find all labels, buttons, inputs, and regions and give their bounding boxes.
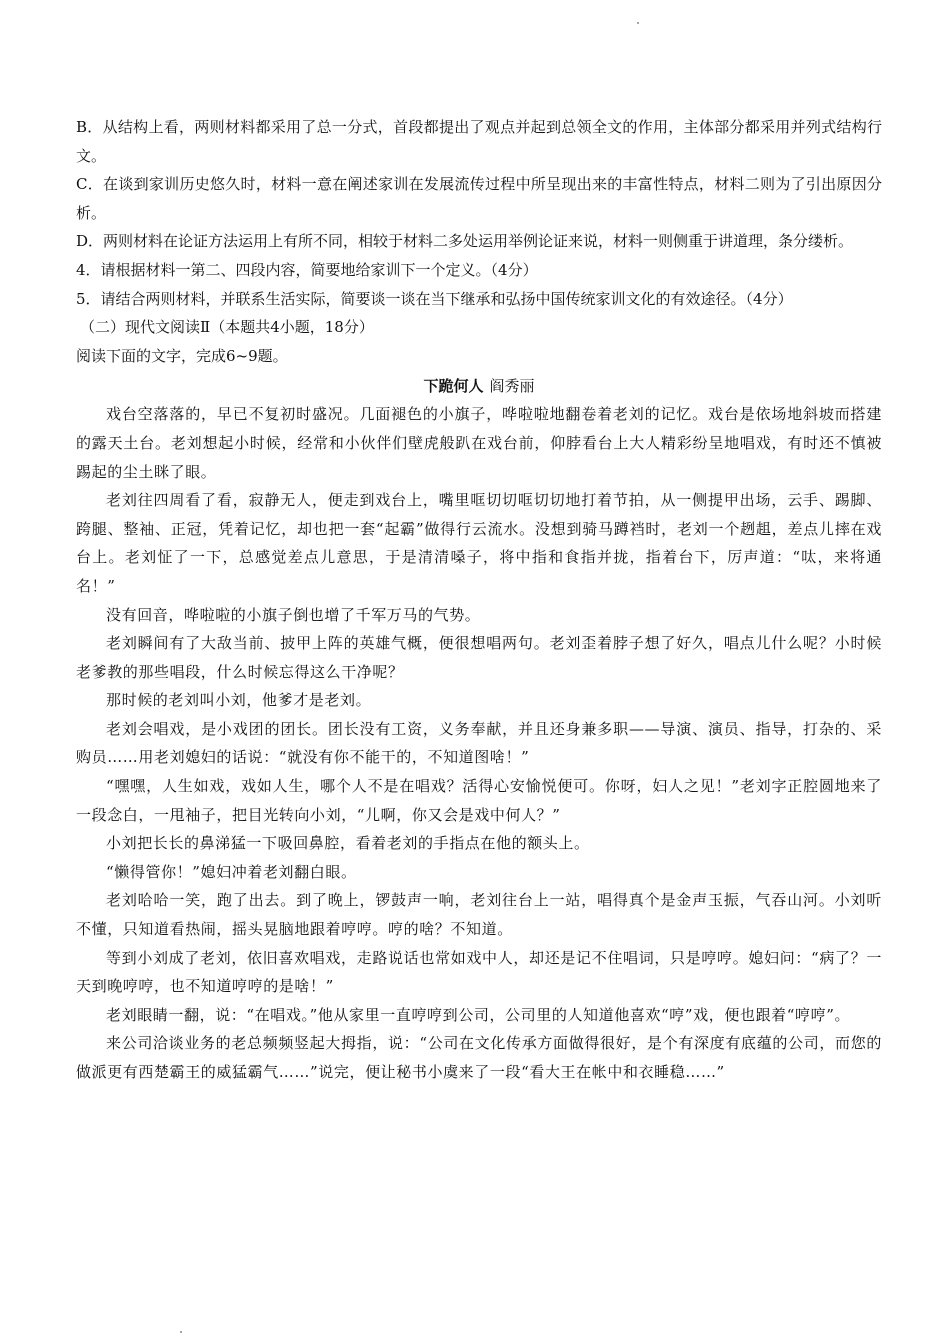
story-title: 下跪何人 [423, 377, 484, 396]
story-paragraph: 老刘会唱戏，是小戏团的团长。团长没有工资，义务奉献，并且还身兼多职——导演、演员、指导，打杂的、采购员……用老刘媳妇的话说：“就没有你不能干的，不知道图啥！” [76, 719, 882, 767]
story-paragraph: 老刘哈哈一笑，跑了出去。到了晚上，锣鼓声一响，老刘往台上一站，唱得真个是金声玉振，气吞山河。小刘听不懂，只知道看热闹，摇头晃脑地跟着哼哼。哼的啥？不知道。 [76, 891, 882, 939]
option-c [76, 170, 882, 227]
page-mark-dot-bottom [180, 1331, 182, 1333]
option-b-letter: B． [76, 118, 103, 136]
option-c-text: 在谈到家训历史悠久时，材料一意在阐述家训在发展流传过程中所呈现出来的丰富性特点，材料二则为了引出原因分析。 [76, 175, 882, 222]
story-paragraph: 老刘眼睛一翻，说：“在唱戏。”他从家里一直哼哼到公司，公司里的人知道他喜欢“哼”戏，便也跟着“哼哼”。 [106, 1005, 851, 1024]
question-5-text: 请结合两则材料，并联系生活实际，简要谈一谈在当下继承和弘扬中国传统家训文化的有效途径。（4分） [100, 289, 793, 308]
section-instruction: 阅读下面的文字，完成6~9题。 [76, 346, 288, 365]
question-4-number: 4． [76, 260, 101, 279]
section-heading: （二）现代文阅读Ⅱ（本题共4小题，18分） [80, 318, 374, 337]
option-c-letter: C． [76, 175, 104, 194]
page-mark-dot-top [637, 22, 639, 24]
option-b [76, 113, 882, 170]
option-b-text: 从结构上看，两则材料都采用了总一分式，首段都提出了观点并起到总领全文的作用，主体部分都采用并列式结构行文。 [76, 118, 882, 165]
question-4 [76, 256, 882, 285]
question-5-number: 5． [76, 289, 101, 308]
story-paragraph: 小刘把长长的鼻涕猛一下吸回鼻腔，看着老刘的手指点在他的额头上。 [106, 834, 590, 853]
story-author: 阎秀丽 [489, 377, 535, 396]
story-paragraph: “懒得管你！”媳妇冲着老刘翻白眼。 [106, 862, 357, 881]
story-paragraph: 老刘瞬间有了大敌当前、披甲上阵的英雄气概，便很想唱两句。老刘歪着脖子想了好久，唱点儿什么呢？小时候老爹教的那些唱段，什么时候忘得这么干净呢？ [76, 634, 882, 681]
question-5 [76, 285, 882, 314]
story-paragraph: 戏台空落落的，早已不复初时盛况。几面褪色的小旗子，哗啦啦地翻卷着老刘的记忆。戏台是依场地斜坡而搭建的露天土台。老刘想起小时候，经常和小伙伴们壁虎般趴在戏台前，仰脖看台上大人精彩纷呈地唱戏，有时还不慎被踢起的尘土眯了眼。 [76, 405, 882, 481]
story-paragraph: 没有回音，哗啦啦的小旗子倒也增了千军万马的气势。 [106, 605, 481, 624]
story-paragraph: 等到小刘成了老刘，依旧喜欢唱戏，走路说话也常如戏中人，却还是记不住唱词，只是哼哼。媳妇问：“病了？一天到晚哼哼，也不知道哼哼的是啥！” [76, 948, 882, 996]
document-page [76, 113, 882, 1087]
story-paragraph: “嘿嘿，人生如戏，戏如人生，哪个人不是在唱戏？活得心安愉悦便可。你呀，妇人之见！”老刘字正腔圆地来了一段念白，一甩袖子，把目光转向小刘，“儿啊，你又会是戏中何人？” [76, 777, 882, 824]
question-4-text: 请根据材料一第二、四段内容，简要地给家训下一个定义。（4分） [100, 260, 538, 279]
story-paragraph: 来公司洽谈业务的老总频频竖起大拇指，说：“公司在文化传承方面做得很好，是个有深度有底蕴的公司，而您的做派更有西楚霸王的威猛霸气……”说完，便让秘书小虞来了一段“看大王在帐中和衣睡稳……” [76, 1034, 882, 1081]
option-d-text: 两则材料在论证方法运用上有所不同，相较于材料二多处运用举例论证来说，材料一则侧重于讲道理，条分缕析。 [103, 232, 854, 251]
story-paragraph: 那时候的老刘叫小刘，他爹才是老刘。 [106, 691, 372, 710]
option-d [76, 227, 882, 256]
story-title-line [76, 372, 882, 400]
story-paragraph: 老刘往四周看了看，寂静无人，便走到戏台上，嘴里哐切切哐切切地打着节拍，从一侧提甲出场，云手、踢脚、跨腿、整袖、正冠，凭着记忆，却也把一套“起霸”做得行云流水。没想到骑马蹲裆时，老刘一个趔趄，差点儿摔在戏台上。老刘怔了一下，总感觉差点儿意思，于是清清嗓子，将中指和食指并拢，指着台下，厉声道：“呔，来将通名！” [76, 491, 882, 595]
option-d-letter: D． [76, 232, 104, 251]
